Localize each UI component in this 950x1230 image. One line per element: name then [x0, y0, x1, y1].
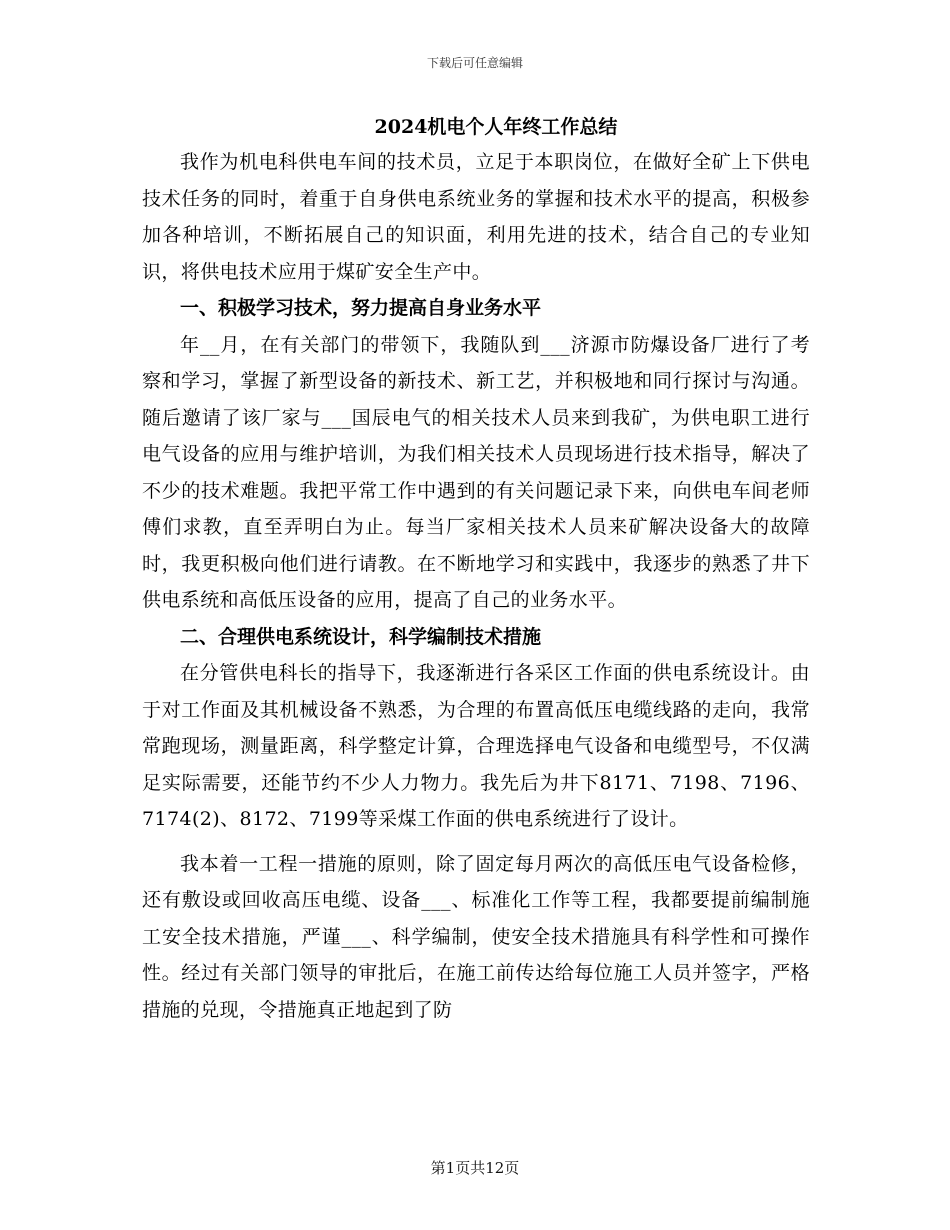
section-1-heading: 一、积极学习技术，努力提高自身业务水平 — [180, 297, 542, 319]
page-number: 第1页共12页 — [430, 1159, 520, 1177]
section-2-paragraph-2: 我本着一工程一措施的原则，除了固定每月两次的高低压电气设备检修，还有敷设或回收高压电缆、设备___、标准化工作等工程，我都要提前编制施工安全技术措施，严谨___、科学编制，使安全技术措施具有科学性和可操作性。经过有关部门领导的审批后，在施工前传达给每位施工人员并签字，严格措施的兑现，令措施真正地起到了防 — [142, 852, 810, 1021]
intro-paragraph: 我作为机电科供电车间的技术员，立足于本职岗位，在做好全矿上下供电技术任务的同时，着重于自身供电系统业务的掌握和技术水平的提高，积极参加各种培训，不断拓展自己的知识面，利用先进的技术，结合自己的专业知识，将供电技术应用于煤矿安全生产中。 — [142, 151, 810, 283]
section-1-paragraph: 年__月，在有关部门的带领下，我随队到___济源市防爆设备厂进行了考察和学习，掌握了新型设备的新技术、新工艺，并积极地和同行探讨与沟通。随后邀请了该厂家与___国辰电气的相关技术人员来到我矿，为供电职工进行电气设备的应用与维护培训，为我们相关技术人员现场进行技术指导，解决了不少的技术难题。我把平常工作中遇到的有关问题记录下来，向供电车间老师傅们求教，直至弄明白为止。每当厂家相关技术人员来矿解决设备大的故障时，我更积极向他们进行请教。在不断地学习和实践中，我逐步的熟悉了井下供电系统和高低压设备的应用，提高了自己的业务水平。 — [142, 333, 810, 611]
header-note: 下载后可任意编辑 — [426, 56, 523, 70]
document-body — [142, 110, 810, 1028]
document-title: 2024机电个人年终工作总结 — [374, 116, 618, 138]
section-2-heading: 二、合理供电系统设计，科学编制技术措施 — [180, 625, 542, 648]
section-2-paragraph-1: 在分管供电科长的指导下，我逐渐进行各采区工作面的供电系统设计。由于对工作面及其机械设备不熟悉，为合理的布置高低压电缆线路的走向，我常常跑现场，测量距离，科学整定计算，合理选择电气设备和电缆型号，不仅满足实际需要，还能节约不少人力物力。我先后为井下8171、7198、7196、7174(2)、8172、7199等采煤工作面的供电系统进行了设计。 — [142, 662, 810, 830]
